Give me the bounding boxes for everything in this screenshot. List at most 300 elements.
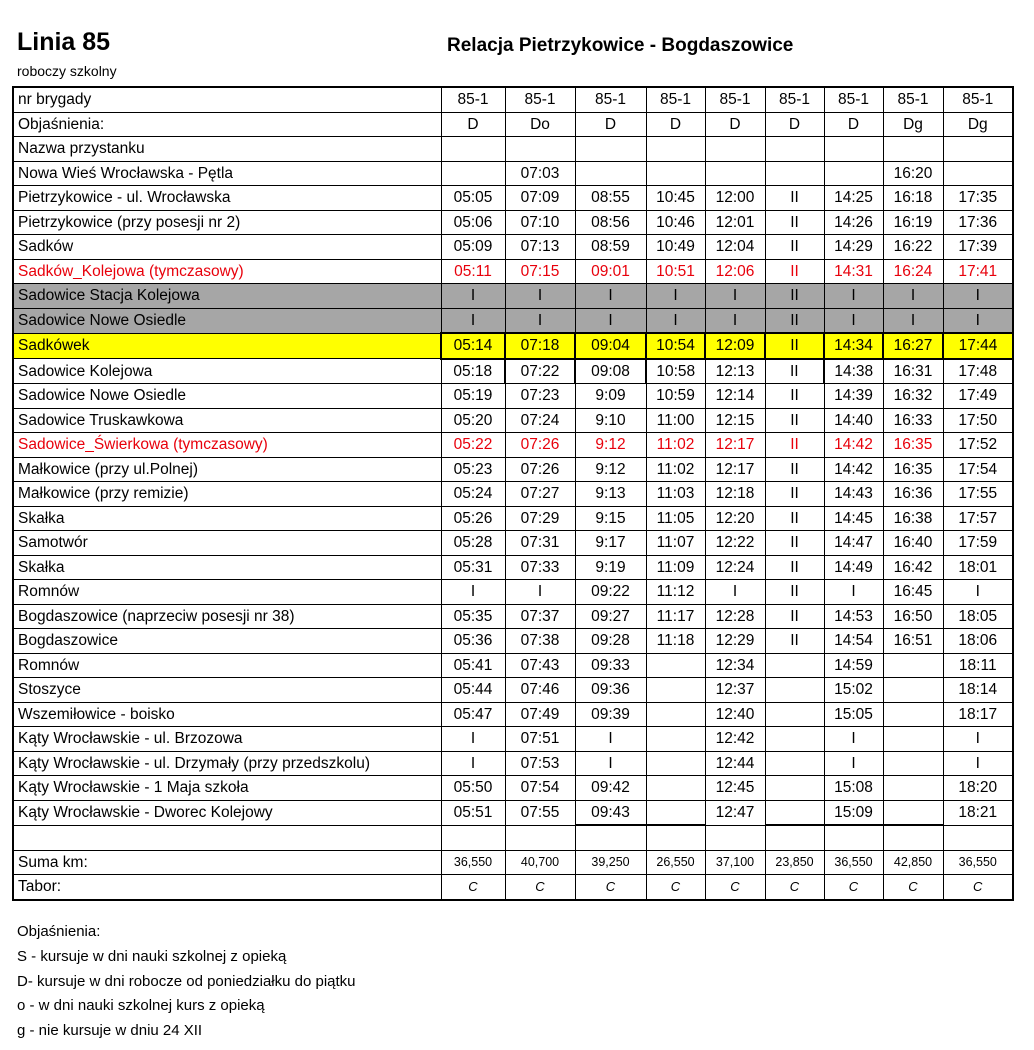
cell: 17:52 <box>943 433 1013 458</box>
cell <box>883 776 943 801</box>
cell: 12:20 <box>705 506 765 531</box>
cell: 09:39 <box>575 702 646 727</box>
cell: II <box>765 580 824 605</box>
cell: 09:28 <box>575 629 646 654</box>
cell: 85-1 <box>883 87 943 112</box>
cell: 12:29 <box>705 629 765 654</box>
cell: 11:09 <box>646 555 705 580</box>
cell <box>441 137 505 162</box>
cell <box>943 137 1013 162</box>
cell: 85-1 <box>575 87 646 112</box>
cell: 07:23 <box>505 384 575 409</box>
cell <box>883 653 943 678</box>
cell: C <box>575 875 646 900</box>
route-relation: Relacja Pietrzykowice - Bogdaszowice <box>447 35 794 56</box>
cell <box>575 825 646 850</box>
row-label: Sadowice Kolejowa <box>13 359 441 384</box>
cell: 17:49 <box>943 384 1013 409</box>
cell: 05:20 <box>441 408 505 433</box>
cell: II <box>765 235 824 260</box>
cell <box>765 678 824 703</box>
cell: 16:32 <box>883 384 943 409</box>
stop-row <box>13 531 1013 556</box>
cell: 12:09 <box>705 333 765 359</box>
cell: 12:37 <box>705 678 765 703</box>
cell <box>646 653 705 678</box>
cell: I <box>824 727 883 752</box>
cell: Do <box>505 112 575 137</box>
cell <box>646 137 705 162</box>
cell: II <box>765 506 824 531</box>
cell: II <box>765 284 824 309</box>
cell <box>765 653 824 678</box>
note-item: D- kursuje w dni robocze od poniedziałku do piątku <box>17 972 356 990</box>
tabor-row <box>13 875 1013 900</box>
cell: 17:55 <box>943 482 1013 507</box>
cell: 18:21 <box>943 800 1013 825</box>
stop-row <box>13 702 1013 727</box>
cell: 16:45 <box>883 580 943 605</box>
cell: D <box>765 112 824 137</box>
row-label: Pietrzykowice (przy posesji nr 2) <box>13 210 441 235</box>
cell <box>943 825 1013 850</box>
cell <box>765 776 824 801</box>
row-label: Małkowice (przy ul.Polnej) <box>13 457 441 482</box>
cell: 12:17 <box>705 457 765 482</box>
cell: 16:18 <box>883 186 943 211</box>
stop-row <box>13 384 1013 409</box>
cell: 14:53 <box>824 604 883 629</box>
cell: 16:50 <box>883 604 943 629</box>
cell: 14:54 <box>824 629 883 654</box>
cell: I <box>505 580 575 605</box>
cell: 05:22 <box>441 433 505 458</box>
cell: 10:59 <box>646 384 705 409</box>
cell: 18:05 <box>943 604 1013 629</box>
cell: 17:59 <box>943 531 1013 556</box>
cell: I <box>441 727 505 752</box>
cell: 07:26 <box>505 457 575 482</box>
row-label: Małkowice (przy remizie) <box>13 482 441 507</box>
stop-row <box>13 457 1013 482</box>
row-label: Objaśnienia: <box>13 112 441 137</box>
cell: 07:46 <box>505 678 575 703</box>
cell: 09:36 <box>575 678 646 703</box>
stop-row <box>13 653 1013 678</box>
cell: C <box>646 875 705 900</box>
cell: 09:04 <box>575 333 646 359</box>
cell: 16:36 <box>883 482 943 507</box>
cell <box>441 161 505 186</box>
cell: 05:31 <box>441 555 505 580</box>
stop-row <box>13 359 1013 384</box>
cell: 12:45 <box>705 776 765 801</box>
cell: II <box>765 259 824 284</box>
cell: 14:59 <box>824 653 883 678</box>
row-label: Tabor: <box>13 875 441 900</box>
cell: 11:02 <box>646 457 705 482</box>
cell <box>943 161 1013 186</box>
cell: II <box>765 629 824 654</box>
cell: C <box>505 875 575 900</box>
cell: 10:58 <box>646 359 705 384</box>
cell: II <box>765 482 824 507</box>
cell: II <box>765 359 824 384</box>
cell: I <box>646 308 705 333</box>
cell: I <box>705 580 765 605</box>
cell: 09:33 <box>575 653 646 678</box>
cell: 08:59 <box>575 235 646 260</box>
cell: C <box>441 875 505 900</box>
cell <box>765 137 824 162</box>
cell: 18:06 <box>943 629 1013 654</box>
cell <box>883 800 943 825</box>
cell: 9:19 <box>575 555 646 580</box>
cell: 07:37 <box>505 604 575 629</box>
stop-row <box>13 186 1013 211</box>
cell: 12:15 <box>705 408 765 433</box>
cell: 05:19 <box>441 384 505 409</box>
cell: 16:31 <box>883 359 943 384</box>
cell: I <box>441 751 505 776</box>
spacer-row <box>13 825 1013 850</box>
cell: I <box>575 284 646 309</box>
cell: 17:54 <box>943 457 1013 482</box>
cell: 10:51 <box>646 259 705 284</box>
cell: 12:28 <box>705 604 765 629</box>
cell <box>883 727 943 752</box>
cell: I <box>943 751 1013 776</box>
cell: 07:38 <box>505 629 575 654</box>
cell: 05:41 <box>441 653 505 678</box>
cell: 09:01 <box>575 259 646 284</box>
cell: 05:36 <box>441 629 505 654</box>
cell: 14:29 <box>824 235 883 260</box>
cell: 11:05 <box>646 506 705 531</box>
row-label: Skałka <box>13 555 441 580</box>
cell: C <box>943 875 1013 900</box>
cell: 16:40 <box>883 531 943 556</box>
cell: 9:13 <box>575 482 646 507</box>
cell: I <box>575 727 646 752</box>
cell: 07:10 <box>505 210 575 235</box>
cell: D <box>705 112 765 137</box>
cell: 16:35 <box>883 433 943 458</box>
cell: I <box>441 580 505 605</box>
cell <box>824 137 883 162</box>
cell <box>883 825 943 850</box>
cell: 36,550 <box>824 850 883 875</box>
cell <box>765 751 824 776</box>
cell <box>646 825 705 850</box>
cell: II <box>765 457 824 482</box>
cell: 05:06 <box>441 210 505 235</box>
cell: 16:33 <box>883 408 943 433</box>
cell <box>765 161 824 186</box>
cell: 14:42 <box>824 457 883 482</box>
cell: Dg <box>943 112 1013 137</box>
cell: II <box>765 210 824 235</box>
cell: 17:44 <box>943 333 1013 359</box>
stop-row <box>13 161 1013 186</box>
cell: 05:24 <box>441 482 505 507</box>
note-item: o - w dni nauki szkolnej kurs z opieką <box>17 997 265 1015</box>
cell: 05:05 <box>441 186 505 211</box>
cell: 05:44 <box>441 678 505 703</box>
stop-row <box>13 482 1013 507</box>
cell: 12:40 <box>705 702 765 727</box>
cell: 12:06 <box>705 259 765 284</box>
cell: 11:17 <box>646 604 705 629</box>
row-label: Nazwa przystanku <box>13 137 441 162</box>
cell: 05:14 <box>441 333 505 359</box>
cell: 12:14 <box>705 384 765 409</box>
cell: I <box>441 284 505 309</box>
cell: 09:43 <box>575 800 646 825</box>
cell: 15:09 <box>824 800 883 825</box>
cell <box>646 727 705 752</box>
cell: 09:27 <box>575 604 646 629</box>
row-label: Nowa Wieś Wrocławska - Pętla <box>13 161 441 186</box>
cell: 9:15 <box>575 506 646 531</box>
row-label: Romnów <box>13 653 441 678</box>
cell: II <box>765 433 824 458</box>
cell: I <box>943 727 1013 752</box>
cell: 05:47 <box>441 702 505 727</box>
cell: 08:55 <box>575 186 646 211</box>
row-label: Romnów <box>13 580 441 605</box>
row-label: Bogdaszowice <box>13 629 441 654</box>
stop-row <box>13 235 1013 260</box>
stop-row <box>13 580 1013 605</box>
stop-row <box>13 308 1013 333</box>
row-label: Stoszyce <box>13 678 441 703</box>
cell: 15:02 <box>824 678 883 703</box>
cell: I <box>505 284 575 309</box>
stop-row <box>13 751 1013 776</box>
cell <box>575 137 646 162</box>
cell <box>646 678 705 703</box>
stop-row <box>13 555 1013 580</box>
cell: 17:48 <box>943 359 1013 384</box>
cell: 42,850 <box>883 850 943 875</box>
codes-row <box>13 112 1013 137</box>
stop-row <box>13 210 1013 235</box>
cell: 07:27 <box>505 482 575 507</box>
cell: 14:38 <box>824 359 883 384</box>
stop-row <box>13 727 1013 752</box>
cell: 07:03 <box>505 161 575 186</box>
stop-row <box>13 433 1013 458</box>
notes-section <box>17 920 356 1044</box>
line-subtitle: roboczy szkolny <box>17 63 117 79</box>
cell: 85-1 <box>505 87 575 112</box>
stop-row <box>13 284 1013 309</box>
cell: Dg <box>883 112 943 137</box>
cell: I <box>824 284 883 309</box>
cell: 12:44 <box>705 751 765 776</box>
cell: C <box>883 875 943 900</box>
cell: 15:05 <box>824 702 883 727</box>
cell: 07:15 <box>505 259 575 284</box>
cell: 16:24 <box>883 259 943 284</box>
cell: 07:31 <box>505 531 575 556</box>
cell: 15:08 <box>824 776 883 801</box>
note-item: g - nie kursuje w dniu 24 XII <box>17 1022 203 1040</box>
cell: 37,100 <box>705 850 765 875</box>
cell: 16:20 <box>883 161 943 186</box>
cell: 36,550 <box>441 850 505 875</box>
cell: 07:26 <box>505 433 575 458</box>
stop-row <box>13 333 1013 359</box>
cell: 10:49 <box>646 235 705 260</box>
cell: 12:42 <box>705 727 765 752</box>
cell: 17:39 <box>943 235 1013 260</box>
cell: 17:41 <box>943 259 1013 284</box>
cell: 14:26 <box>824 210 883 235</box>
cell: 12:22 <box>705 531 765 556</box>
cell: I <box>705 308 765 333</box>
cell: 12:18 <box>705 482 765 507</box>
cell: II <box>765 531 824 556</box>
cell: 10:46 <box>646 210 705 235</box>
cell: I <box>824 751 883 776</box>
stop-row <box>13 629 1013 654</box>
row-label: Sadków <box>13 235 441 260</box>
row-label: Kąty Wrocławskie - ul. Drzymały (przy przedszkolu) <box>13 751 441 776</box>
cell: I <box>943 284 1013 309</box>
cell: 16:19 <box>883 210 943 235</box>
cell: 07:24 <box>505 408 575 433</box>
cell: 85-1 <box>705 87 765 112</box>
cell: 85-1 <box>646 87 705 112</box>
row-label: Sadowice Nowe Osiedle <box>13 384 441 409</box>
cell: C <box>765 875 824 900</box>
cell: II <box>765 384 824 409</box>
cell: II <box>765 333 824 359</box>
cell: 40,700 <box>505 850 575 875</box>
cell: 07:22 <box>505 359 575 384</box>
cell: 12:34 <box>705 653 765 678</box>
cell: 07:53 <box>505 751 575 776</box>
cell: 17:36 <box>943 210 1013 235</box>
cell: II <box>765 555 824 580</box>
cell <box>883 137 943 162</box>
cell: I <box>646 284 705 309</box>
cell: I <box>943 308 1013 333</box>
cell <box>705 137 765 162</box>
cell <box>646 800 705 825</box>
cell: 12:24 <box>705 555 765 580</box>
cell: 16:38 <box>883 506 943 531</box>
cell: D <box>575 112 646 137</box>
cell <box>765 800 824 825</box>
cell: I <box>824 308 883 333</box>
cell: 14:42 <box>824 433 883 458</box>
row-label: Sadowice Stacja Kolejowa <box>13 284 441 309</box>
cell: 39,250 <box>575 850 646 875</box>
cell <box>505 825 575 850</box>
row-label: Kąty Wrocławskie - 1 Maja szkoła <box>13 776 441 801</box>
cell: 9:10 <box>575 408 646 433</box>
cell <box>441 825 505 850</box>
cell: II <box>765 604 824 629</box>
cell: 17:57 <box>943 506 1013 531</box>
cell: 10:54 <box>646 333 705 359</box>
cell: 07:13 <box>505 235 575 260</box>
cell: 05:26 <box>441 506 505 531</box>
stop-row <box>13 259 1013 284</box>
cell: 14:40 <box>824 408 883 433</box>
cell: 09:08 <box>575 359 646 384</box>
note-item: S - kursuje w dni nauki szkolnej z opieką <box>17 947 287 965</box>
cell: D <box>441 112 505 137</box>
row-label: Sadkówek <box>13 333 441 359</box>
cell: 05:09 <box>441 235 505 260</box>
cell: 05:11 <box>441 259 505 284</box>
cell: 85-1 <box>441 87 505 112</box>
cell: 07:33 <box>505 555 575 580</box>
cell: 17:50 <box>943 408 1013 433</box>
row-label: Suma km: <box>13 850 441 875</box>
cell: C <box>705 875 765 900</box>
cell: 07:54 <box>505 776 575 801</box>
cell: 16:51 <box>883 629 943 654</box>
cell: I <box>883 284 943 309</box>
cell: I <box>575 751 646 776</box>
cell: 16:35 <box>883 457 943 482</box>
cell: I <box>705 284 765 309</box>
cell <box>824 161 883 186</box>
cell: 17:35 <box>943 186 1013 211</box>
cell: 9:17 <box>575 531 646 556</box>
cell: 12:13 <box>705 359 765 384</box>
cell <box>646 776 705 801</box>
cell: 07:55 <box>505 800 575 825</box>
cell <box>646 702 705 727</box>
cell: 85-1 <box>765 87 824 112</box>
cell: 07:18 <box>505 333 575 359</box>
stop-row <box>13 776 1013 801</box>
cell: 14:47 <box>824 531 883 556</box>
cell: 12:01 <box>705 210 765 235</box>
cell <box>765 702 824 727</box>
cell: 9:09 <box>575 384 646 409</box>
cell: 9:12 <box>575 457 646 482</box>
row-label: Sadowice Nowe Osiedle <box>13 308 441 333</box>
cell: 09:22 <box>575 580 646 605</box>
cell: 18:20 <box>943 776 1013 801</box>
cell: C <box>824 875 883 900</box>
cell: 11:03 <box>646 482 705 507</box>
cell: 14:31 <box>824 259 883 284</box>
row-label: Sadków_Kolejowa (tymczasowy) <box>13 259 441 284</box>
cell: 18:01 <box>943 555 1013 580</box>
cell: 11:02 <box>646 433 705 458</box>
km-row <box>13 850 1013 875</box>
cell: 14:25 <box>824 186 883 211</box>
cell: 23,850 <box>765 850 824 875</box>
cell: II <box>765 308 824 333</box>
cell: 18:11 <box>943 653 1013 678</box>
cell: 09:42 <box>575 776 646 801</box>
row-label: Samotwór <box>13 531 441 556</box>
cell: 05:18 <box>441 359 505 384</box>
row-label: Wszemiłowice - boisko <box>13 702 441 727</box>
cell: 16:42 <box>883 555 943 580</box>
cell: 05:50 <box>441 776 505 801</box>
row-label <box>13 825 441 850</box>
